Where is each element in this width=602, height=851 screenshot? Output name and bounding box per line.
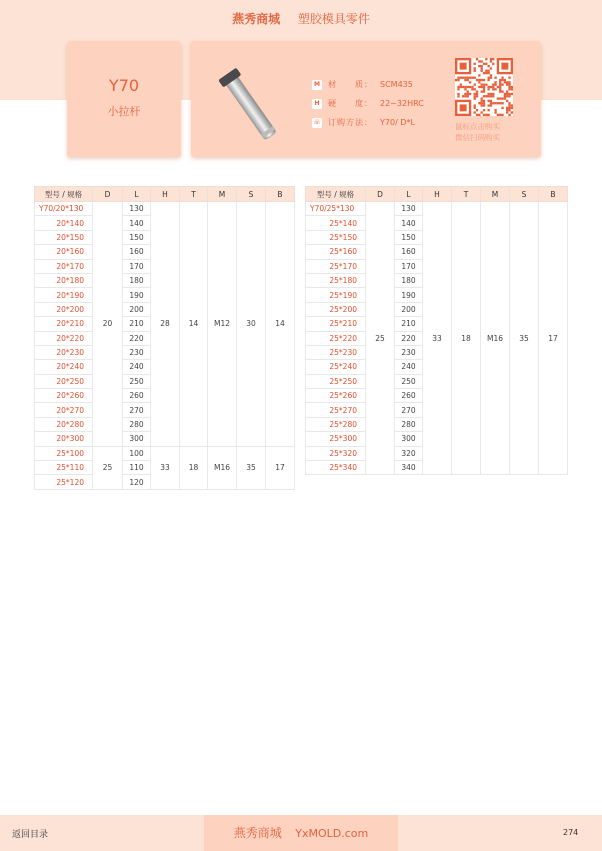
table-row [306,202,568,216]
model-cell[interactable]: 20*250 [35,374,93,388]
l-cell: 200 [395,302,423,316]
column-header: S [237,187,266,202]
column-header: L [395,187,423,202]
m-cell: M16 [208,446,237,489]
column-header: S [510,187,539,202]
l-cell: 240 [395,360,423,374]
qr-caption[interactable]: 鼠标点击购买 微信扫码购买 [455,122,500,142]
l-cell: 220 [123,331,151,345]
t-cell: 14 [180,202,208,447]
model-cell[interactable]: 25*340 [306,461,366,475]
column-header: B [266,187,295,202]
l-cell: 190 [395,288,423,302]
l-cell: 150 [123,230,151,244]
model-cell[interactable]: 25*150 [306,230,366,244]
column-header: M [481,187,510,202]
model-cell[interactable]: 20*150 [35,230,93,244]
column-header: D [93,187,123,202]
b-cell: 14 [266,202,295,447]
l-cell: 130 [123,202,151,216]
l-cell: 100 [123,446,151,460]
page-number: 274 [563,828,579,837]
column-header: 型号 / 规格 [306,187,366,202]
l-cell: 220 [395,331,423,345]
model-cell[interactable]: 20*220 [35,331,93,345]
model-cell[interactable]: 25*240 [306,360,366,374]
model-cell[interactable]: 25*210 [306,317,366,331]
l-cell: 210 [395,317,423,331]
model-cell[interactable]: 25*250 [306,374,366,388]
l-cell: 160 [395,245,423,259]
model-cell[interactable]: 25*300 [306,432,366,446]
model-cell[interactable]: 20*280 [35,417,93,431]
l-cell: 270 [123,403,151,417]
s-cell: 35 [237,446,266,489]
model-cell[interactable]: 20*180 [35,273,93,287]
l-cell: 280 [395,417,423,431]
table-header-row [306,187,568,202]
column-header: L [123,187,151,202]
l-cell: 130 [395,202,423,216]
spec-list [312,75,424,132]
l-cell: 110 [123,461,151,475]
spec-material: M 材 质： SCM435 [314,80,413,89]
model-cell[interactable]: Y70/20*130 [35,202,93,216]
column-header: H [151,187,180,202]
material-icon: M [312,80,322,90]
model-cell[interactable]: 20*300 [35,432,93,446]
s-cell: 30 [237,202,266,447]
t-cell: 18 [180,446,208,489]
product-name: 小拉杆 [107,105,141,118]
s-cell: 35 [510,202,539,475]
l-cell: 260 [123,389,151,403]
model-cell[interactable]: 25*190 [306,288,366,302]
model-cell[interactable]: 25*180 [306,273,366,287]
product-code: Y70 [108,76,140,95]
l-cell: 180 [395,273,423,287]
qr-code-icon[interactable] [455,58,513,116]
header-subtitle: 塑胶模具零件 [297,12,370,26]
spec-table-right [305,186,568,475]
h-cell: 33 [423,202,452,475]
d-cell: 25 [93,446,123,489]
l-cell: 230 [395,345,423,359]
l-cell: 210 [123,317,151,331]
d-cell: 20 [93,202,123,447]
footer-site[interactable]: YxMOLD.com [295,827,369,840]
model-cell[interactable]: 20*260 [35,389,93,403]
column-header: T [452,187,481,202]
model-cell[interactable]: 25*230 [306,345,366,359]
l-cell: 270 [395,403,423,417]
model-cell[interactable]: 25*120 [35,475,93,489]
l-cell: 200 [123,302,151,316]
model-cell[interactable]: 25*160 [306,245,366,259]
hardness-icon: H [312,99,322,109]
model-cell[interactable]: 25*270 [306,403,366,417]
l-cell: 140 [123,216,151,230]
model-cell[interactable]: 20*200 [35,302,93,316]
l-cell: 230 [123,345,151,359]
spec-order-method: ☏ 订购方法： Y70/ D*L [313,118,415,127]
l-cell: 280 [123,417,151,431]
ejector-pin-image [204,65,294,145]
column-header: H [423,187,452,202]
b-cell: 17 [539,202,568,475]
l-cell: 340 [395,461,423,475]
l-cell: 300 [395,432,423,446]
d-cell: 25 [366,202,395,475]
footer [0,815,602,851]
l-cell: 140 [395,216,423,230]
l-cell: 260 [395,389,423,403]
model-cell[interactable]: 25*220 [306,331,366,345]
model-cell[interactable]: 25*100 [35,446,93,460]
column-header: 型号 / 规格 [35,187,93,202]
model-cell[interactable]: 20*170 [35,259,93,273]
model-cell[interactable]: 20*240 [35,360,93,374]
footer-brand-block[interactable] [204,815,398,851]
l-cell: 190 [123,288,151,302]
h-cell: 33 [151,446,180,489]
t-cell: 18 [452,202,481,475]
model-cell[interactable]: 25*110 [35,461,93,475]
model-cell[interactable]: 25*280 [306,417,366,431]
m-cell: M12 [208,202,237,447]
column-header: D [366,187,395,202]
b-cell: 17 [266,446,295,489]
product-title-card [67,41,181,157]
model-cell[interactable]: 20*190 [35,288,93,302]
l-cell: 250 [123,374,151,388]
l-cell: 250 [395,374,423,388]
l-cell: 170 [123,259,151,273]
l-cell: 170 [395,259,423,273]
l-cell: 160 [123,245,151,259]
column-header: T [180,187,208,202]
model-cell[interactable]: 20*270 [35,403,93,417]
model-cell[interactable]: 25*320 [306,446,366,460]
model-cell[interactable]: 25*200 [306,302,366,316]
l-cell: 150 [395,230,423,244]
model-cell[interactable]: 25*170 [306,259,366,273]
model-cell[interactable]: 20*230 [35,345,93,359]
column-header: M [208,187,237,202]
column-header: B [539,187,568,202]
model-cell[interactable]: 20*160 [35,245,93,259]
back-to-contents-link[interactable]: 返回目录 [12,830,49,840]
l-cell: 320 [395,446,423,460]
l-cell: 300 [123,432,151,446]
l-cell: 240 [123,360,151,374]
model-cell[interactable]: 20*210 [35,317,93,331]
table-row [35,446,295,460]
header-brand[interactable]: 燕秀商城 [232,12,281,26]
table-header-row [35,187,295,202]
product-info-card [191,41,541,157]
m-cell: M16 [481,202,510,475]
l-cell: 120 [123,475,151,489]
table-row [35,202,295,216]
model-cell[interactable]: 25*140 [306,216,366,230]
phone-icon: ☏ [313,118,321,126]
h-cell: 28 [151,202,180,447]
spec-hardness: H 硬 度： 22~32HRC [312,94,424,113]
model-cell[interactable]: Y70/25*130 [306,202,366,216]
model-cell[interactable]: 25*260 [306,389,366,403]
model-cell[interactable]: 20*140 [35,216,93,230]
l-cell: 180 [123,273,151,287]
spec-table-left [34,186,295,490]
page-header [0,10,602,27]
footer-brand[interactable]: 燕秀商城 [233,826,282,840]
